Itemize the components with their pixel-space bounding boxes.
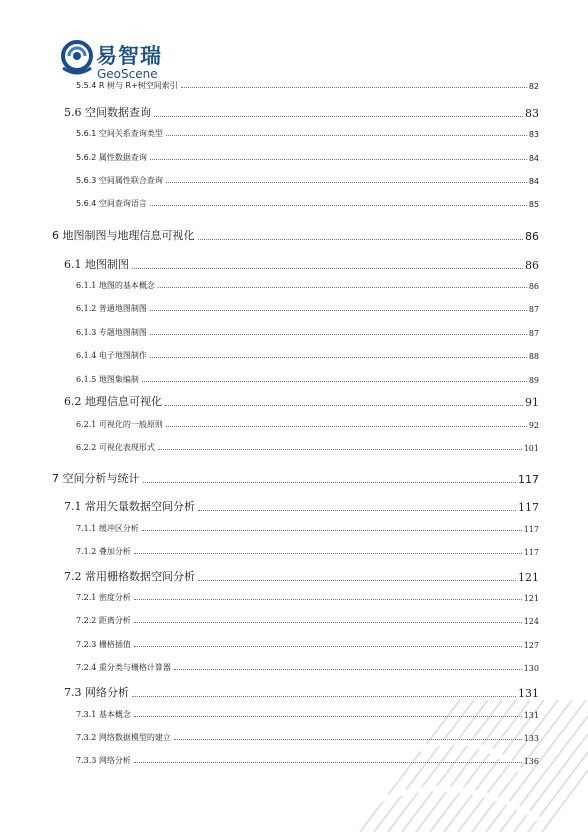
toc-entry[interactable]: 6.1 地图制图 86 — [64, 258, 539, 272]
toc-entry[interactable]: 5.5.4 R 树与 R+树空间索引 82 — [76, 81, 539, 91]
toc-entry[interactable]: 5.6.4 空间查询语言 85 — [76, 199, 539, 209]
toc-entry[interactable]: 6.2.1 可视化的一般原则 92 — [76, 420, 539, 430]
toc-entry[interactable]: 5.6 空间数据查询 83 — [64, 106, 539, 120]
toc-entry[interactable]: 7 空间分析与统计 117 — [52, 472, 539, 486]
toc-entry[interactable]: 6.1.2 普通地图制图 87 — [76, 304, 539, 314]
toc-entry[interactable]: 6.1.4 电子地图制作 88 — [76, 351, 539, 361]
toc-entry[interactable]: 6 地图制图与地理信息可视化 86 — [52, 229, 539, 243]
toc-entry[interactable]: 6.1.5 地图集编制 89 — [76, 375, 539, 385]
toc-entry[interactable]: 5.6.3 空间属性联合查询 84 — [76, 176, 539, 186]
toc-entry[interactable]: 6.1.3 专题地图制图 87 — [76, 328, 539, 338]
geoscene-logo — [60, 38, 210, 84]
logo-english-name: GeoScene — [97, 67, 158, 81]
toc-entry[interactable]: 7.1.1 缓冲区分析 117 — [76, 524, 539, 534]
toc-entry[interactable]: 6.2.2 可视化表现形式 101 — [76, 443, 539, 453]
toc-entry[interactable]: 7.1 常用矢量数据空间分析 117 — [64, 500, 539, 514]
toc-entry[interactable]: 5.6.2 属性数据查询 84 — [76, 153, 539, 163]
toc-entry[interactable]: 5.6.1 空间关系查询类型 83 — [76, 129, 539, 139]
toc-entry[interactable]: 7.1.2 叠加分析 117 — [76, 547, 539, 557]
toc-entry[interactable]: 6.2 地理信息可视化 91 — [64, 395, 539, 409]
toc-entry[interactable]: 6.1.1 地图的基本概念 86 — [76, 281, 539, 291]
globe-logo-icon — [60, 38, 94, 78]
toc-entry[interactable]: 7.2.2 距离分析 124 — [76, 616, 539, 626]
logo-chinese-name: 易智瑞 — [96, 44, 162, 68]
toc-entry[interactable]: 7.3.1 基本概念 131 — [76, 710, 539, 720]
toc-entry[interactable]: 7.3 网络分析 131 — [64, 686, 539, 700]
toc-entry[interactable]: 7.2.3 栅格插值 127 — [76, 640, 539, 650]
toc-entry[interactable]: 7.2.4 重分类与栅格计算器 130 — [76, 663, 539, 673]
toc-entry[interactable]: 7.3.3 网络分析 136 — [76, 756, 539, 766]
toc-entry[interactable]: 7.2 常用栅格数据空间分析 121 — [64, 570, 539, 584]
toc-entry[interactable]: 7.3.2 网络数据模型的建立 133 — [76, 733, 539, 743]
toc-entry[interactable]: 7.2.1 密度分析 121 — [76, 593, 539, 603]
